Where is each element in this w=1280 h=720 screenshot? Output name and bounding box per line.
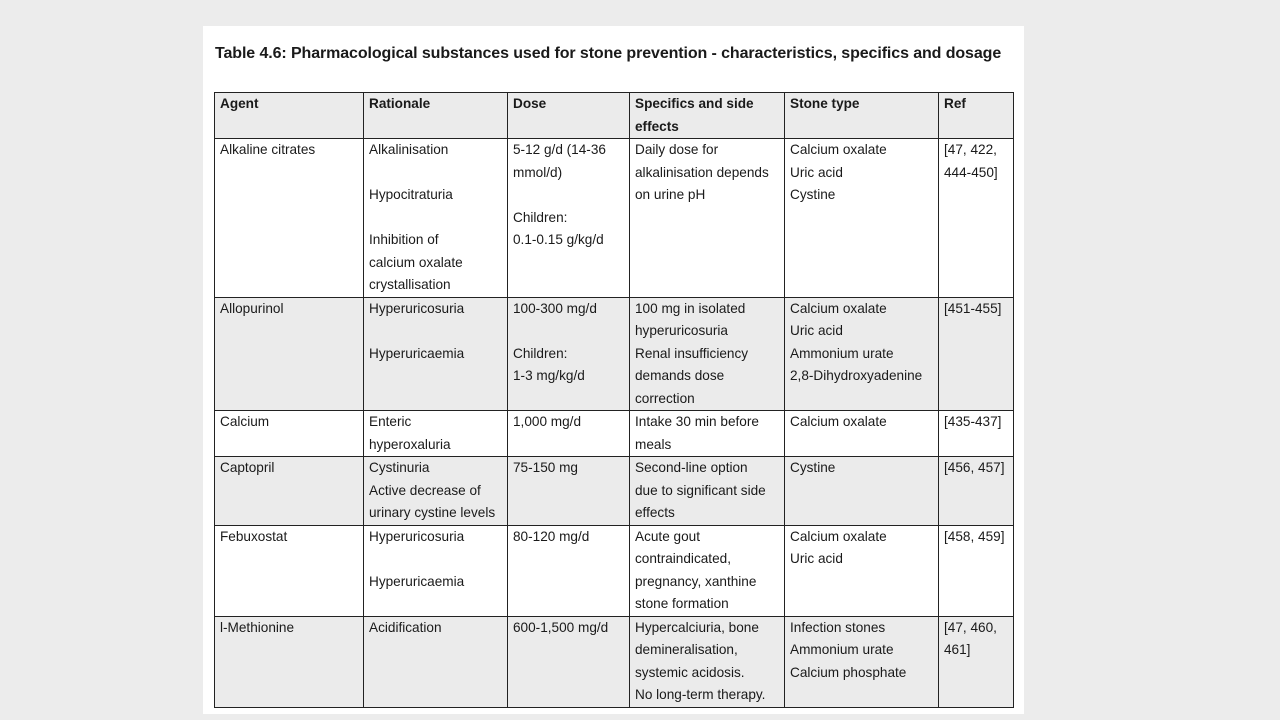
table-row [215, 457, 1014, 526]
cell-text: Calcium oxalate [790, 414, 887, 429]
cell-text: pregnancy, xanthine [635, 573, 757, 589]
cell-stone-type [785, 411, 939, 457]
table-row [215, 139, 1014, 298]
cell-rationale [364, 616, 508, 707]
cell-text: Ammonium urate [790, 345, 894, 361]
cell-text: Alkalinisation [369, 142, 449, 157]
table-row [215, 411, 1014, 457]
cell-text: No long-term therapy. [635, 687, 766, 702]
document-page [203, 26, 1024, 714]
stone-prevention-table [214, 92, 1014, 708]
header-text: Agent [220, 96, 259, 111]
cell-text: [435-437] [944, 414, 1002, 429]
table-row [215, 297, 1014, 411]
cell-stone-type [785, 139, 939, 298]
cell-specifics [630, 139, 785, 298]
cell-agent [215, 139, 364, 298]
cell-text: 444-450] [944, 164, 998, 180]
cell-text: Cystine [790, 460, 836, 475]
cell-text: Children: [513, 209, 568, 225]
cell-text: alkalinisation depends [635, 164, 769, 180]
cell-text: Intake 30 min before [635, 414, 759, 429]
table-body [215, 139, 1014, 708]
cell-text: 100-300 mg/d [513, 300, 597, 316]
cell-dose [508, 139, 630, 298]
cell-text: 600-1,500 mg/d [513, 619, 609, 635]
cell-stone-type [785, 457, 939, 526]
cell-text: contraindicated, [635, 551, 731, 566]
cell-text: Daily dose for [635, 142, 719, 157]
cell-text: mmol/d) [513, 164, 563, 180]
column-header-rationale [364, 93, 508, 139]
cell-text: [456, 457] [944, 460, 1005, 475]
header-text: Rationale [369, 96, 431, 111]
column-header-ref [939, 93, 1014, 139]
cell-text: correction [635, 390, 695, 406]
cell-text: 5-12 g/d (14-36 [513, 142, 606, 157]
column-header-agent [215, 93, 364, 139]
cell-text: 2,8-Dihydroxyadenine [790, 368, 923, 383]
cell-text: Calcium phosphate [790, 664, 907, 680]
cell-text: Acute gout [635, 528, 700, 544]
cell-text [369, 162, 502, 185]
header-text: Specifics and side [635, 96, 754, 111]
cell-text: Cystine [790, 187, 836, 202]
cell-text: l-Methionine [220, 619, 295, 635]
header-text: Ref [944, 96, 966, 111]
cell-text: Acidification [369, 619, 442, 635]
header-text: effects [635, 118, 679, 134]
cell-ref [939, 411, 1014, 457]
cell-text: Enteric [369, 414, 412, 429]
column-header-dose [508, 93, 630, 139]
cell-text: Second-line option [635, 460, 748, 475]
cell-text: Calcium [220, 414, 270, 429]
cell-text: Children: [513, 345, 568, 361]
cell-dose [508, 411, 630, 457]
cell-text: Uric acid [790, 164, 843, 180]
cell-text: Renal insufficiency [635, 345, 749, 361]
cell-stone-type [785, 616, 939, 707]
cell-text: Calcium oxalate [790, 142, 887, 157]
cell-specifics [630, 457, 785, 526]
cell-agent [215, 297, 364, 411]
table-title: Table 4.6: Pharmacological substances used for stone prevention - characteristics, specifics and dosage [215, 45, 1002, 62]
cell-text: calcium oxalate [369, 254, 463, 270]
table-row [215, 616, 1014, 707]
table-row [215, 525, 1014, 616]
cell-dose [508, 525, 630, 616]
cell-text: Infection stones [790, 619, 886, 635]
cell-text: 461] [944, 642, 971, 657]
cell-text: Hyperuricosuria [369, 528, 465, 544]
cell-dose [508, 457, 630, 526]
cell-rationale [364, 525, 508, 616]
cell-specifics [630, 525, 785, 616]
cell-ref [939, 525, 1014, 616]
cell-text: hyperuricosuria [635, 323, 728, 338]
cell-text: crystallisation [369, 277, 451, 292]
cell-text: 100 mg in isolated [635, 300, 746, 316]
cell-agent [215, 457, 364, 526]
cell-text: [458, 459] [944, 528, 1005, 544]
cell-text: demineralisation, [635, 642, 738, 657]
cell-text: 1-3 mg/kg/d [513, 368, 585, 383]
cell-text [513, 184, 624, 207]
cell-text: Captopril [220, 460, 275, 475]
cell-text [369, 548, 502, 571]
cell-text: stone formation [635, 596, 729, 611]
cell-text: 1,000 mg/d [513, 414, 582, 429]
cell-text: 80-120 mg/d [513, 528, 590, 544]
cell-stone-type [785, 525, 939, 616]
cell-text: Hypocitraturia [369, 187, 453, 202]
column-header-stone-type [785, 93, 939, 139]
cell-text: Allopurinol [220, 300, 284, 316]
cell-agent [215, 411, 364, 457]
cell-agent [215, 616, 364, 707]
cell-text: Cystinuria [369, 460, 430, 475]
cell-ref [939, 139, 1014, 298]
header-text: Dose [513, 96, 547, 111]
cell-specifics [630, 616, 785, 707]
cell-text: Febuxostat [220, 528, 288, 544]
cell-dose [508, 297, 630, 411]
cell-text [369, 320, 502, 343]
cell-text: Ammonium urate [790, 642, 894, 657]
cell-text: systemic acidosis. [635, 664, 745, 680]
column-header-specifics [630, 93, 785, 139]
cell-text: Hypercalciuria, bone [635, 619, 759, 635]
cell-text: due to significant side [635, 482, 766, 498]
cell-rationale [364, 297, 508, 411]
cell-text: Calcium oxalate [790, 528, 887, 544]
cell-rationale [364, 139, 508, 298]
cell-text: Inhibition of [369, 232, 439, 247]
cell-text: Active decrease of [369, 482, 481, 498]
cell-text: on urine pH [635, 187, 706, 202]
cell-text [513, 320, 624, 343]
cell-text: Hyperuricaemia [369, 345, 465, 361]
cell-stone-type [785, 297, 939, 411]
cell-text: Alkaline citrates [220, 142, 316, 157]
cell-rationale [364, 457, 508, 526]
cell-text: Hyperuricaemia [369, 573, 465, 589]
cell-ref [939, 457, 1014, 526]
header-text: Stone type [790, 96, 860, 111]
cell-ref [939, 297, 1014, 411]
cell-text: demands dose [635, 368, 725, 383]
cell-ref [939, 616, 1014, 707]
cell-text: 0.1-0.15 g/kg/d [513, 232, 604, 247]
cell-text: hyperoxaluria [369, 436, 451, 452]
cell-text: Calcium oxalate [790, 300, 887, 316]
cell-rationale [364, 411, 508, 457]
cell-text: [47, 460, [944, 619, 997, 635]
cell-text [369, 207, 502, 230]
cell-text: [47, 422, [944, 142, 997, 157]
cell-text: Hyperuricosuria [369, 300, 465, 316]
cell-text: Uric acid [790, 551, 843, 566]
cell-agent [215, 525, 364, 616]
cell-text: Uric acid [790, 323, 843, 338]
table-header-row [215, 93, 1014, 139]
cell-dose [508, 616, 630, 707]
cell-text: urinary cystine levels [369, 505, 496, 520]
cell-text: effects [635, 505, 675, 520]
cell-text: 75-150 mg [513, 460, 578, 475]
cell-specifics [630, 411, 785, 457]
cell-text: [451-455] [944, 300, 1002, 316]
cell-text: meals [635, 436, 672, 452]
cell-specifics [630, 297, 785, 411]
